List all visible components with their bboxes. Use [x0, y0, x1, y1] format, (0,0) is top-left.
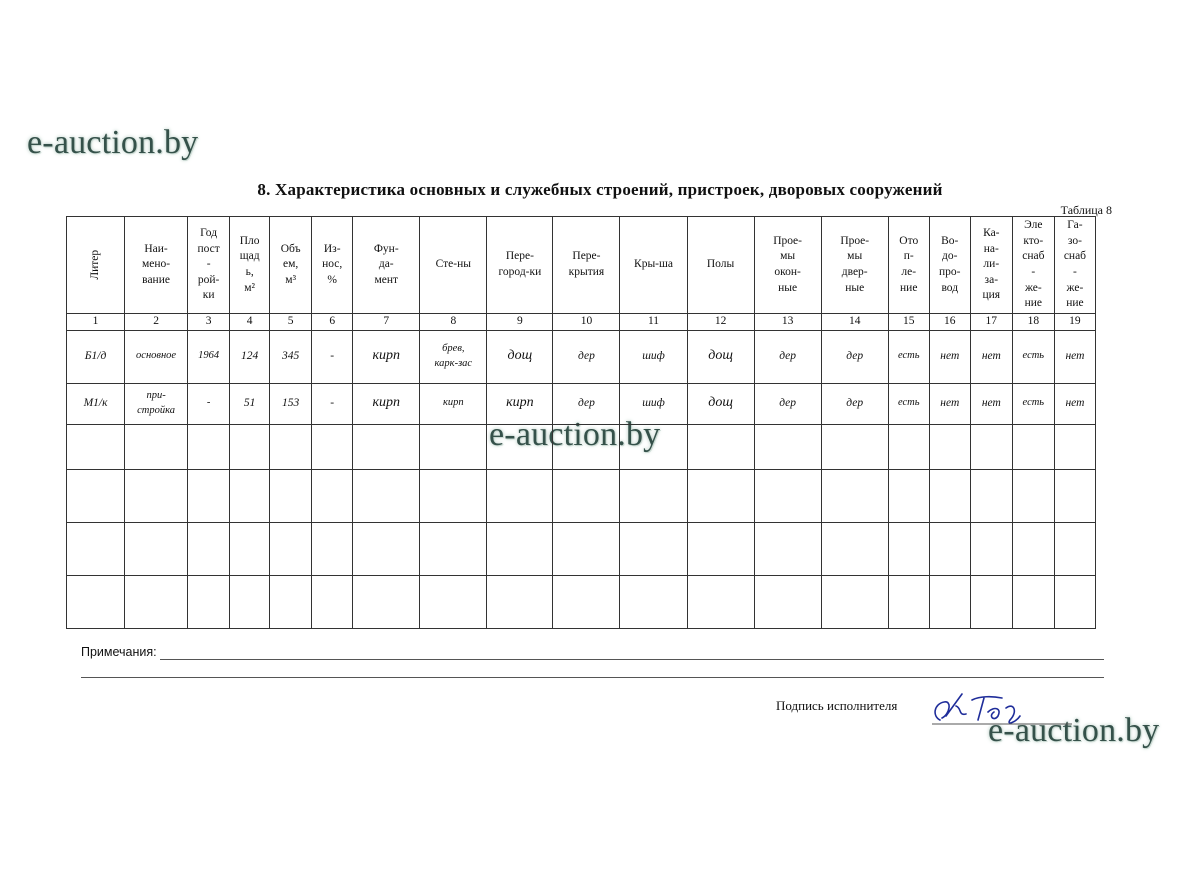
table-cell: нет	[970, 383, 1012, 424]
column-number: 19	[1054, 314, 1095, 331]
empty-cell	[230, 469, 270, 522]
column-number: 2	[125, 314, 188, 331]
empty-cell	[553, 575, 620, 628]
signature-image	[922, 686, 1092, 736]
empty-cell	[754, 575, 821, 628]
column-header: Сте-ны	[420, 217, 487, 314]
column-header: Эле кто- снаб - же- ние	[1012, 217, 1054, 314]
empty-cell	[687, 469, 754, 522]
empty-cell	[1054, 522, 1095, 575]
empty-cell	[929, 522, 970, 575]
table-cell: -	[312, 383, 353, 424]
table-cell: нет	[929, 383, 970, 424]
empty-cell	[312, 522, 353, 575]
empty-cell	[687, 522, 754, 575]
empty-cell	[188, 469, 230, 522]
header-row	[67, 217, 1096, 314]
column-number: 1	[67, 314, 125, 331]
empty-cell	[888, 522, 929, 575]
empty-cell	[188, 575, 230, 628]
empty-cell	[1054, 469, 1095, 522]
watermark-center: e-auction.by	[489, 416, 661, 453]
column-header: Наи- мено- вание	[125, 217, 188, 314]
empty-cell	[67, 575, 125, 628]
column-header: Год пост - рой- ки	[188, 217, 230, 314]
table-cell: брев, карк-зас	[420, 330, 487, 383]
table-cell: Б1/д	[67, 330, 125, 383]
empty-cell	[929, 469, 970, 522]
empty-row	[67, 575, 1096, 628]
empty-cell	[270, 575, 312, 628]
empty-cell	[125, 522, 188, 575]
column-number: 17	[970, 314, 1012, 331]
table-cell: М1/к	[67, 383, 125, 424]
table-cell: дер	[754, 383, 821, 424]
empty-cell	[487, 575, 553, 628]
empty-cell	[620, 575, 687, 628]
empty-cell	[970, 522, 1012, 575]
empty-cell	[687, 424, 754, 469]
empty-cell	[620, 424, 687, 469]
table-cell: шиф	[620, 383, 687, 424]
column-number: 5	[270, 314, 312, 331]
table-cell: есть	[888, 383, 929, 424]
empty-cell	[67, 469, 125, 522]
empty-cell	[929, 424, 970, 469]
column-number: 16	[929, 314, 970, 331]
column-header: Из- нос, %	[312, 217, 353, 314]
empty-cell	[970, 575, 1012, 628]
empty-cell	[67, 424, 125, 469]
empty-cell	[929, 575, 970, 628]
table-cell: дощ	[687, 383, 754, 424]
empty-cell	[821, 469, 888, 522]
empty-cell	[353, 424, 420, 469]
column-header: Пло щад ь, м²	[230, 217, 270, 314]
empty-row	[67, 522, 1096, 575]
table-cell: 51	[230, 383, 270, 424]
table-cell: 1964	[188, 330, 230, 383]
table-cell: дощ	[687, 330, 754, 383]
column-header: Во- до- про- вод	[929, 217, 970, 314]
watermark-top-left: e-auction.by	[27, 124, 199, 161]
column-header: Полы	[687, 217, 754, 314]
table-cell: 124	[230, 330, 270, 383]
column-number-row	[67, 314, 1096, 331]
column-header: Ото п- ле- ние	[888, 217, 929, 314]
empty-cell	[487, 424, 553, 469]
table-cell: нет	[1054, 330, 1095, 383]
empty-cell	[420, 469, 487, 522]
empty-cell	[821, 424, 888, 469]
empty-cell	[125, 575, 188, 628]
empty-cell	[125, 469, 188, 522]
empty-cell	[420, 522, 487, 575]
empty-cell	[1054, 424, 1095, 469]
column-header: Фун- да- мент	[353, 217, 420, 314]
empty-cell	[67, 522, 125, 575]
column-header: Пере- крытия	[553, 217, 620, 314]
table-cell: кирп	[487, 383, 553, 424]
empty-cell	[312, 575, 353, 628]
table-cell: нет	[929, 330, 970, 383]
table-cell: есть	[888, 330, 929, 383]
empty-cell	[487, 469, 553, 522]
empty-cell	[620, 522, 687, 575]
table-cell: -	[188, 383, 230, 424]
column-number: 14	[821, 314, 888, 331]
empty-cell	[754, 424, 821, 469]
empty-cell	[553, 424, 620, 469]
empty-cell	[1054, 575, 1095, 628]
column-number: 13	[754, 314, 821, 331]
document-title: 8. Характеристика основных и служебных строений, пристроек, дворовых сооружений	[257, 180, 943, 199]
empty-cell	[1012, 522, 1054, 575]
table-cell: есть	[1012, 330, 1054, 383]
table-row	[67, 330, 1096, 383]
table-cell: шиф	[620, 330, 687, 383]
column-number: 10	[553, 314, 620, 331]
notes-line-2	[81, 677, 1104, 678]
empty-cell	[487, 522, 553, 575]
empty-cell	[821, 575, 888, 628]
empty-cell	[754, 522, 821, 575]
empty-cell	[1012, 469, 1054, 522]
column-number: 3	[188, 314, 230, 331]
empty-cell	[353, 575, 420, 628]
empty-cell	[230, 575, 270, 628]
table-cell: дер	[754, 330, 821, 383]
table-cell: 153	[270, 383, 312, 424]
column-header: Пере- город-ки	[487, 217, 553, 314]
empty-cell	[420, 575, 487, 628]
column-header: Объ ем, м³	[270, 217, 312, 314]
column-number: 6	[312, 314, 353, 331]
empty-cell	[687, 575, 754, 628]
table-cell: нет	[970, 330, 1012, 383]
watermark-bottom-right: e-auction.by	[988, 712, 1160, 749]
empty-cell	[620, 469, 687, 522]
empty-cell	[754, 469, 821, 522]
column-header: Га- зо- снаб - же- ние	[1054, 217, 1095, 314]
empty-row	[67, 424, 1096, 469]
column-number: 15	[888, 314, 929, 331]
column-header: Проe- мы двер- ные	[821, 217, 888, 314]
empty-row	[67, 469, 1096, 522]
table-cell: нет	[1054, 383, 1095, 424]
column-number: 11	[620, 314, 687, 331]
table-cell: дер	[821, 383, 888, 424]
empty-cell	[970, 469, 1012, 522]
table-cell: дер	[821, 330, 888, 383]
column-header: Кры-ша	[620, 217, 687, 314]
column-number: 7	[353, 314, 420, 331]
table-cell: основное	[125, 330, 188, 383]
column-number: 8	[420, 314, 487, 331]
column-number: 9	[487, 314, 553, 331]
table-cell: кирп	[420, 383, 487, 424]
empty-cell	[270, 469, 312, 522]
table-cell: кирп	[353, 330, 420, 383]
buildings-table	[66, 216, 1096, 629]
table-cell: дер	[553, 383, 620, 424]
table-number-label: Таблица 8	[1060, 203, 1112, 217]
table-cell: при- стройка	[125, 383, 188, 424]
table-cell: кирп	[353, 383, 420, 424]
empty-cell	[270, 424, 312, 469]
empty-cell	[553, 469, 620, 522]
empty-cell	[312, 469, 353, 522]
column-number: 4	[230, 314, 270, 331]
signature-label: Подпись исполнителя	[776, 698, 898, 713]
table-cell: -	[312, 330, 353, 383]
empty-cell	[970, 424, 1012, 469]
table-cell: 345	[270, 330, 312, 383]
empty-cell	[125, 424, 188, 469]
empty-cell	[353, 522, 420, 575]
column-header: Литер	[67, 217, 125, 314]
empty-cell	[888, 469, 929, 522]
column-header: Ка- на- ли- за- ция	[970, 217, 1012, 314]
empty-cell	[821, 522, 888, 575]
empty-cell	[420, 424, 487, 469]
empty-cell	[312, 424, 353, 469]
empty-cell	[270, 522, 312, 575]
empty-cell	[353, 469, 420, 522]
empty-cell	[888, 575, 929, 628]
empty-cell	[230, 522, 270, 575]
empty-cell	[553, 522, 620, 575]
empty-cell	[188, 522, 230, 575]
notes-line-1	[160, 659, 1104, 660]
column-number: 12	[687, 314, 754, 331]
column-number: 18	[1012, 314, 1054, 331]
empty-cell	[1012, 424, 1054, 469]
column-header: Проe- мы окон- ные	[754, 217, 821, 314]
empty-cell	[1012, 575, 1054, 628]
notes-label: Примечания:	[81, 645, 157, 659]
empty-cell	[888, 424, 929, 469]
empty-cell	[188, 424, 230, 469]
table-cell: дощ	[487, 330, 553, 383]
table-row	[67, 383, 1096, 424]
table-cell: есть	[1012, 383, 1054, 424]
table-cell: дер	[553, 330, 620, 383]
empty-cell	[230, 424, 270, 469]
